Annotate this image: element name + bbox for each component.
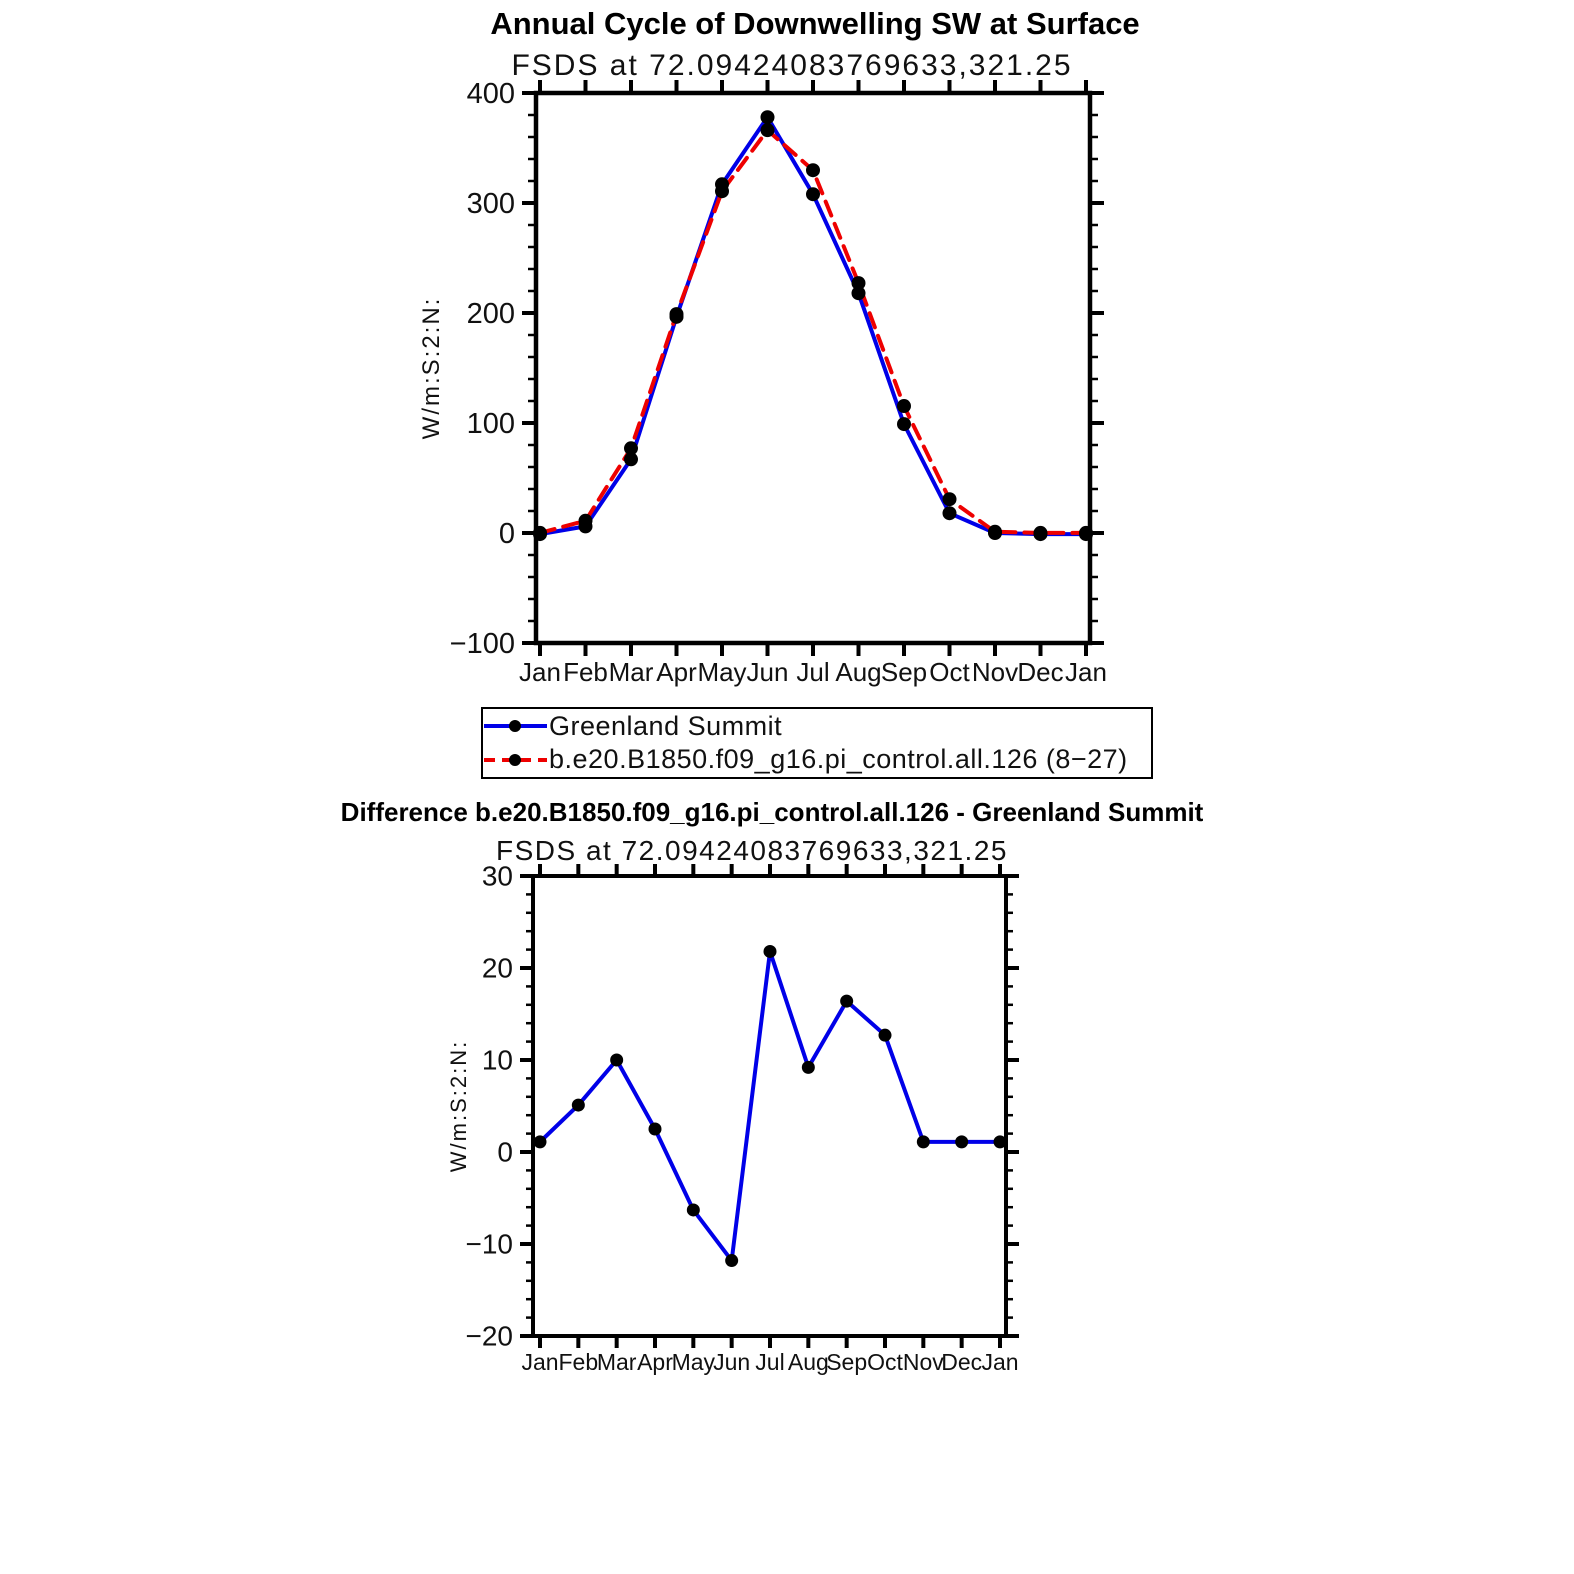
data-point — [610, 1054, 623, 1067]
data-point — [806, 187, 820, 201]
y-tick-label: 400 — [466, 77, 515, 110]
data-point — [670, 310, 684, 324]
data-point — [852, 286, 866, 300]
month-label: May — [671, 1349, 716, 1375]
data-point — [534, 1135, 547, 1148]
month-label: Jan — [981, 1349, 1019, 1375]
month-label: Aug — [787, 1349, 829, 1375]
data-point — [761, 110, 775, 124]
month-label: Jan — [1065, 657, 1107, 687]
month-label: Feb — [563, 657, 608, 687]
data-point — [624, 441, 638, 455]
data-point — [943, 506, 957, 520]
data-point — [840, 995, 853, 1008]
top-chart-subtitle: FSDS at 72.09424083769633,321.25 — [511, 49, 1073, 82]
y-tick-label: 10 — [481, 1044, 513, 1076]
series-line-0 — [540, 117, 1086, 534]
data-point — [670, 307, 684, 321]
y-tick-label: 100 — [466, 407, 515, 440]
data-point — [579, 519, 593, 533]
data-point — [1079, 526, 1093, 540]
month-label: Jun — [713, 1349, 751, 1375]
month-label: Jan — [521, 1349, 559, 1375]
legend-sample-marker — [509, 754, 521, 766]
data-point — [802, 1061, 815, 1074]
top-chart-y-axis-label: W/m:S:2:N: — [418, 296, 445, 440]
data-point — [943, 492, 957, 506]
data-point — [761, 123, 775, 137]
y-tick-label: −10 — [465, 1228, 513, 1260]
y-tick-label: 30 — [481, 860, 513, 892]
difference-chart-subtitle: FSDS at 72.09424083769633,321.25 — [496, 835, 1008, 866]
legend-line-sample-solid — [483, 714, 549, 738]
data-point — [624, 452, 638, 466]
month-label: Feb — [558, 1349, 599, 1375]
month-label: Mar — [608, 657, 654, 687]
data-point — [897, 417, 911, 431]
legend — [481, 707, 1153, 779]
y-tick-label: 300 — [466, 187, 515, 220]
month-label: May — [697, 657, 747, 687]
month-label: Dec — [941, 1349, 983, 1375]
data-point — [572, 1099, 585, 1112]
data-point — [764, 945, 777, 958]
data-point — [988, 526, 1002, 540]
month-label: Jul — [796, 657, 830, 687]
legend-sample-marker — [509, 720, 521, 732]
data-point — [879, 1029, 892, 1042]
month-label: Oct — [929, 657, 970, 687]
data-point — [715, 177, 729, 191]
month-label: Aug — [835, 657, 882, 687]
month-label: Sep — [880, 657, 928, 687]
month-label: Apr — [656, 657, 697, 687]
data-point — [994, 1135, 1007, 1148]
month-label: Sep — [826, 1349, 868, 1375]
legend-label-model-run: b.e20.B1850.f09_g16.pi_control.all.126 (8−27) — [549, 744, 1128, 775]
y-tick-label: −20 — [465, 1320, 513, 1352]
month-label: Jun — [746, 657, 789, 687]
month-label: Nov — [971, 657, 1019, 687]
data-point — [533, 527, 547, 541]
plot-frame — [536, 93, 1090, 643]
plot-frame — [533, 876, 1006, 1336]
y-tick-label: 0 — [497, 1136, 513, 1168]
month-label: Dec — [1017, 657, 1064, 687]
data-point — [1034, 526, 1048, 540]
data-point — [649, 1123, 662, 1136]
month-label: Oct — [867, 1349, 903, 1375]
data-point — [687, 1203, 700, 1216]
y-tick-label: 20 — [481, 952, 513, 984]
legend-item-model-run — [483, 744, 1151, 776]
difference-chart-title: Difference b.e20.B1850.f09_g16.pi_control.all.126 - Greenland Summit — [340, 797, 1204, 827]
data-point — [579, 514, 593, 528]
series-line-0 — [540, 951, 1000, 1260]
y-tick-label: 0 — [498, 517, 515, 550]
data-point — [715, 184, 729, 198]
legend-item-greenland-summit — [483, 710, 1151, 742]
data-point — [988, 525, 1002, 539]
data-point — [917, 1135, 930, 1148]
data-point — [533, 526, 547, 540]
y-tick-label: −100 — [449, 627, 515, 660]
month-label: Apr — [637, 1349, 673, 1375]
month-label: Mar — [596, 1349, 637, 1375]
series-line-1 — [540, 130, 1086, 533]
data-point — [806, 163, 820, 177]
data-point — [725, 1254, 738, 1267]
data-point — [1034, 527, 1048, 541]
legend-line-sample-dashed — [483, 748, 549, 772]
top-chart-title: Annual Cycle of Downwelling SW at Surface — [490, 6, 1140, 41]
month-label: Jan — [519, 657, 561, 687]
data-point — [955, 1135, 968, 1148]
month-label: Jul — [755, 1349, 785, 1375]
legend-label-greenland-summit: Greenland Summit — [549, 710, 783, 741]
difference-chart-y-axis-label: W/m:S:2:N: — [446, 1039, 471, 1173]
data-point — [897, 399, 911, 413]
y-tick-label: 200 — [466, 297, 515, 330]
data-point — [1079, 527, 1093, 541]
data-point — [852, 276, 866, 290]
month-label: Nov — [902, 1349, 944, 1375]
